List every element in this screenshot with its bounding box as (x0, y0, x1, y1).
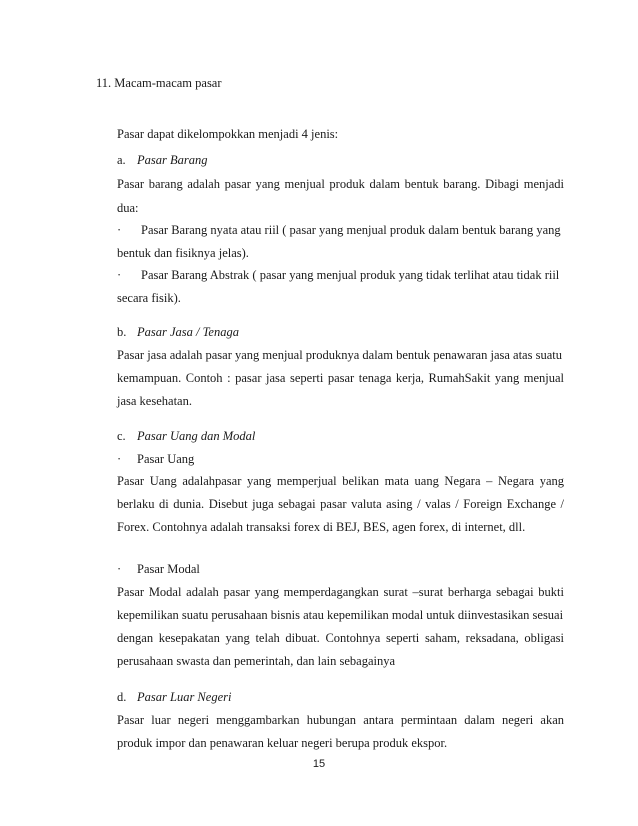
subsection-c-para-line: perusahaan swasta dan pemerintah, dan lain sebagainya (117, 654, 396, 668)
subsection-c-sub-heading (117, 451, 564, 467)
subsection-a-para-line: dua: (117, 201, 139, 215)
bullet-text: Pasar Barang nyata atau riil ( pasar yang menjual produk dalam bentuk barang yang (141, 223, 561, 237)
subsection-c-sub-heading (117, 561, 564, 577)
subsection-b-marker: b. (117, 325, 127, 339)
subsection-d-para-line: produk impor dan penawaran keluar negeri berupa produk ekspor. (117, 736, 448, 750)
subsection-c-title: Pasar Uang dan Modal (137, 429, 256, 443)
subsection-a-bullet-continuation: secara fisik). (117, 291, 181, 305)
bullet-dot-icon: · (117, 452, 122, 466)
subsection-b-heading (117, 324, 564, 340)
subsection-a-bullet-item (117, 267, 564, 283)
bullet-dot-icon: · (117, 268, 122, 282)
subsection-c-para-line: Forex. Contohnya adalah transaksi forex di BEJ, BES, agen forex, di internet, dll. (117, 520, 526, 534)
bullet-dot-icon: · (117, 562, 122, 576)
subsection-c-para-line: kepemilikan suatu perusahaan bisnis atau kepemilikan modal untuk diinvestasikan sesuai (117, 608, 564, 622)
subsection-c-para-line: dengan kesepakatan yang telah dibuat. Contohnya seperti saham, reksadana, obligasi (117, 631, 564, 645)
subsection-c-heading (117, 428, 564, 444)
subsection-c-marker: c. (117, 429, 126, 443)
subsection-a-title: Pasar Barang (137, 153, 208, 167)
subsection-b-para-line: jasa kesehatan. (117, 394, 192, 408)
subsection-d-para-line: Pasar luar negeri menggambarkan hubungan antara permintaan dalam negeri akan (117, 713, 564, 727)
subsection-a-bullet-continuation: bentuk dan fisiknya jelas). (117, 246, 249, 260)
subsection-a-marker: a. (117, 153, 126, 167)
subsection-c-para-line: Pasar Uang adalahpasar yang memperjual belikan mata uang Negara – Negara yang (117, 474, 564, 488)
page-number: 15 (312, 758, 326, 770)
subsection-a-para-line: Pasar barang adalah pasar yang menjual produk dalam bentuk barang. Dibagi menjadi (117, 177, 564, 191)
subsection-c-para-line: berlaku di dunia. Disebut juga sebagai pasar valuta asing / valas / Foreign Exchange / (117, 497, 564, 511)
bullet-dot-icon: · (117, 223, 122, 237)
intro-text: Pasar dapat dikelompokkan menjadi 4 jenis: (117, 127, 339, 141)
sub-heading-text: Pasar Uang (137, 452, 195, 466)
subsection-b-title: Pasar Jasa / Tenaga (137, 325, 239, 339)
subsection-a-bullet-item (117, 222, 564, 238)
bullet-text: Pasar Barang Abstrak ( pasar yang menjual produk yang tidak terlihat atau tidak riil (141, 268, 560, 282)
subsection-c-para-line: Pasar Modal adalah pasar yang memperdagangkan surat –surat berharga sebagai bukti (117, 585, 564, 599)
section-heading: 11. Macam-macam pasar (96, 76, 222, 90)
subsection-d-heading (117, 689, 564, 705)
subsection-d-marker: d. (117, 690, 127, 704)
subsection-b-para-line: kemampuan. Contoh : pasar jasa seperti pasar tenaga kerja, RumahSakit yang menjual (117, 371, 564, 385)
subsection-d-title: Pasar Luar Negeri (137, 690, 232, 704)
sub-heading-text: Pasar Modal (137, 562, 200, 576)
subsection-b-para-line: Pasar jasa adalah pasar yang menjual produknya dalam bentuk penawaran jasa atas suatu (117, 348, 562, 362)
subsection-a-heading (117, 152, 564, 168)
